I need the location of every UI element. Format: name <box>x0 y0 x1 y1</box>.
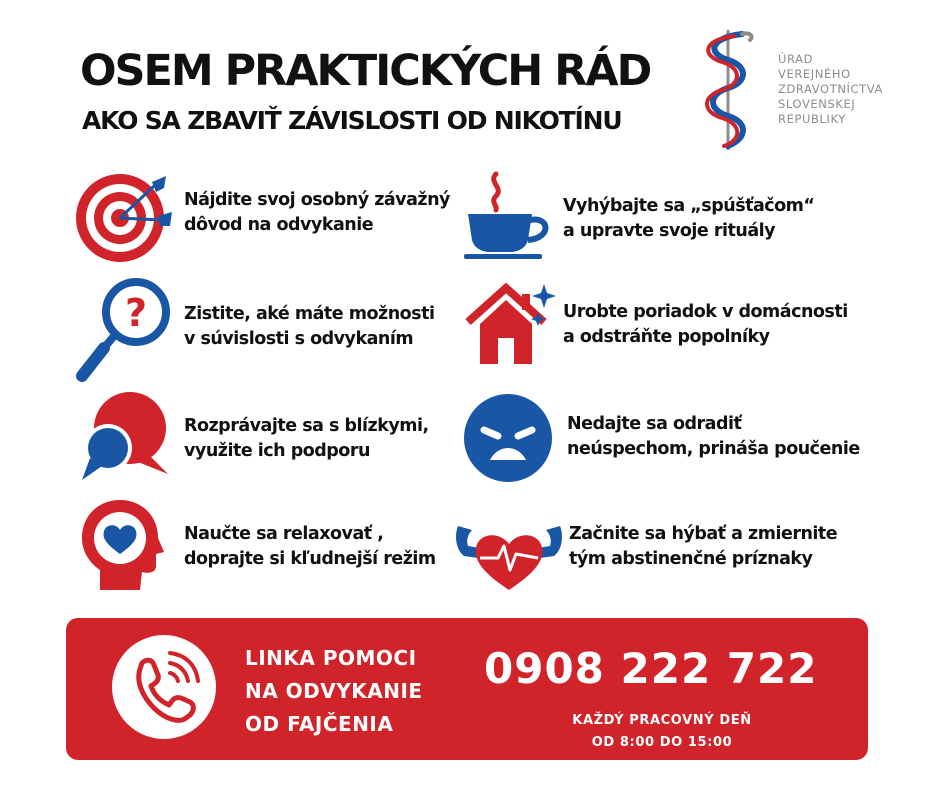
svg-text:?: ? <box>124 291 148 335</box>
magnifier-question-icon <box>74 276 174 384</box>
page-subtitle: AKO SA ZBAVIŤ ZÁVISLOSTI OD NIKOTÍNU <box>82 106 622 135</box>
helpline-phone-number[interactable]: 0908 222 722 <box>484 644 818 693</box>
tip-text: Rozprávajte sa s blízkymi, využite ich podporu <box>184 416 429 461</box>
helpline-hours: KAŽDÝ PRACOVNÝ DEŇ OD 8:00 DO 15:00 <box>572 713 752 750</box>
tip-text: Začnite sa hýbať a zmiernite tým abstinenčné príznaky <box>569 524 838 569</box>
uvz-logo-icon <box>698 26 758 154</box>
phone-icon <box>112 635 216 739</box>
tip-text: Naučte sa relaxovať , doprajte si kľudnejší režim <box>184 524 436 569</box>
helpline-banner <box>66 618 868 760</box>
phone-badge <box>112 635 216 739</box>
speech-bubbles-icon <box>76 388 172 484</box>
tip-text: Zistite, aké máte možnosti v súvislosti s odvykaním <box>184 304 435 349</box>
clean-house-icon <box>464 280 558 368</box>
coffee-cup-icon <box>462 170 554 260</box>
target-icon <box>74 168 176 264</box>
sad-face-icon <box>462 392 554 484</box>
helpline-label: LINKA POMOCI NA ODVYKANIE OD FAJČENIA <box>245 646 423 736</box>
tip-text: Nájdite svoj osobný závažný dôvod na odvykanie <box>184 190 450 235</box>
page-title: OSEM PRAKTICKÝCH RÁD <box>80 46 651 96</box>
tip-text: Urobte poriadok v domácnosti a odstráňte popolníky <box>563 302 848 347</box>
tip-text: Nedajte sa odradiť neúspechom, prináša poučenie <box>567 414 860 459</box>
head-heart-icon <box>80 498 166 592</box>
strong-heart-icon <box>452 516 566 592</box>
organization-name: ÚRAD VEREJNÉHO ZDRAVOTNÍCTVA SLOVENSKEJ REPUBLIKY <box>778 52 883 126</box>
tip-text: Vyhýbajte sa „spúšťačom“ a upravte svoje rituály <box>563 196 815 241</box>
